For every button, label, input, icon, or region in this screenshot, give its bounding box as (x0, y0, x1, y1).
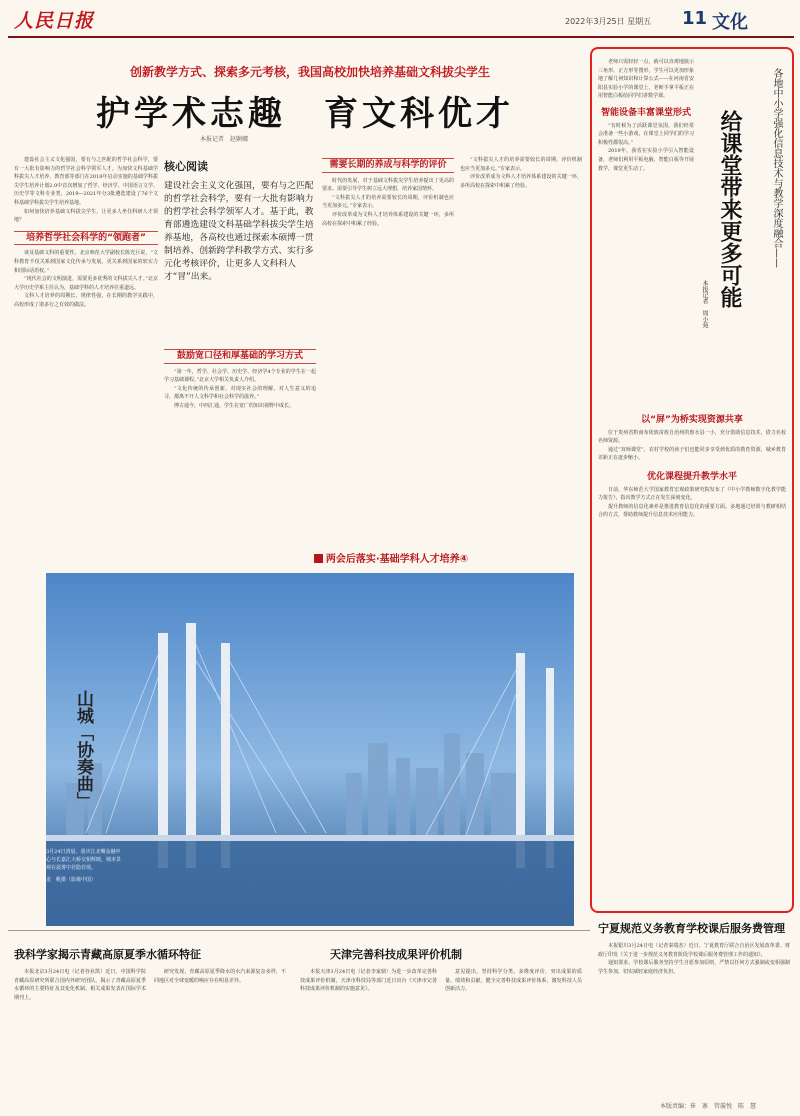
sidebar-paragraph: 2019年，我省在实验小学引入智能设备，老师们利用平板电脑、智能白板等开展教学，课堂更生动了。 (598, 148, 694, 172)
bottom-paragraph: 通知要求，学校课后服务坚持学生自愿参加原则，严禁以任何方式强制或变相强制学生参加，切实减轻家庭经济负担。 (598, 960, 790, 975)
body-paragraph: “文科拔尖人才的培养需要较长的周期，评价机制也应当更加多元。”专家表示。 (322, 194, 454, 210)
bottom-headline-2: 天津完善科技成果评价机制 (330, 948, 462, 961)
article-column-4 (460, 156, 582, 544)
sidebar-paragraph: 位于贵州省黔南布依族苗族自治州的惠水县一小，充分借助信息技术，借力名校名师资源。 (598, 429, 786, 445)
page-footer: 本版责编：崔 寨 管璇悦 陈 慧 (660, 1103, 757, 1110)
sidebar-intro: 老师只需轻轻一点，就可以直观地演示三角形、正方形等图形，学生可以更加形象地了解几何知识和计算公式——在河南省安阳县实验小学的课堂上，老师手拿平板正在用智能白板给同学们讲数学课。 (598, 59, 694, 100)
body-paragraph: 评价改革成为文科人才培养体系建设的关键一环，多所高校在探索中积累了经验。 (460, 174, 582, 189)
sidebar-column-1 (598, 58, 694, 406)
core-reading-box (164, 158, 322, 338)
sidebar-byline: 本报记者 周小苑 (701, 280, 708, 328)
bottom-paragraph: 本报天津3月24日电（记者李家鼎）为进一步改革完善科技成果评价机制，天津市科技局等部门近日出台《天津市完善科技成果评价机制的实施意见》。 (300, 969, 437, 993)
sidebar-column-2 (598, 412, 786, 902)
bottom-paragraph: 研究发现，青藏高原夏季降水的水汽来源复杂多样，不同地区对全球变暖的响应存在明显差异。 (154, 969, 286, 984)
section-heading: 鼓励宽口径和厚基础的学习方式 (164, 349, 316, 364)
main-byline: 本报记者 赵婀娜 (200, 136, 249, 143)
banner-mark-icon (314, 554, 323, 563)
sidebar-section-heading: 智能设备丰富课堂形式 (600, 107, 691, 118)
sidebar-subhead: 各地中小学强化信息技术与教学深度融合—— (771, 68, 782, 268)
main-headline: 护学术志趣 育文科优才 (96, 94, 514, 134)
sidebar-paragraph: 提升教师的信息化素养是推进教育信息化的重要方面。多地通过培训与教研相结合的方式，帮助教师提升信息技术应用能力。 (598, 503, 786, 519)
section-name: 文化 (712, 12, 748, 33)
issue-date: 2022年3月25日 星期五 (565, 17, 652, 26)
body-paragraph: 文科人才培养的周期长、规律性强，在长期的教学实践中，高校形成了诸多行之有效的做法。 (14, 293, 158, 308)
main-kicker: 创新教学方式、探索多元考核，我国高校加快培养基础文科拔尖学生 (129, 65, 490, 79)
sidebar-section-heading: 以“屏”为桥实现资源共享 (641, 415, 743, 425)
section-heading: 培养哲学社会科学的“领跑者” (14, 231, 158, 246)
article-column-1 (14, 156, 158, 544)
sidebar-paragraph: “有时候为了活跃课堂氛围，我们经常会准备一些小游戏，在课堂上同学们的学习积极性都很高。” (598, 122, 694, 146)
series-banner (242, 552, 540, 568)
masthead-rule (8, 36, 794, 38)
series-banner-text: 两会后落实·基础学科人才培养④ (325, 554, 469, 565)
body-paragraph: 谈及基础文科的重要性，北京师范大学副校长陈光巨说，“文科教育不仅关系到国家文化传承与发展，更关系到国家的软实力和国际话语权。” (14, 250, 158, 274)
article-column-3 (322, 156, 454, 544)
bottom-article-2 (300, 968, 582, 1096)
bottom-paragraph: 本报北京3月24日电（记者谷业凯）近日，中国科学院青藏高原研究所联合国内外研究团队，揭示了青藏高原夏季水循环的主要特征及其变化机制。相关成果发表在国际学术期刊上。 (14, 969, 146, 1001)
body-paragraph: 时代的发展，对于基础文科拔尖学生培养提出了更高的要求。需要引导学生树立远大理想，培养家国情怀。 (322, 177, 454, 193)
page-number: 11 (682, 8, 708, 29)
sidebar-paragraph: 通过“双师课堂”，农村学校的孩子们也能同步享受到优质的教育资源，城乡教育差距正在逐步缩小。 (598, 446, 786, 462)
sidebar-header (744, 68, 784, 268)
section-heading: 需要长期的养成与科学的评价 (322, 158, 454, 173)
photo-caption-text: 3月24日清晨，重庆江北嘴金融中心与长嘉汇大桥交相辉映，城市景观在晨雾中若隐若现。 (46, 849, 122, 871)
photo-caption (46, 848, 122, 884)
bottom-paragraph: 意见提出，坚持科学分类、多维度评价，突出成果的质量、绩效和贡献，健全完善科技成果评价体系，激发科技人员创新活力。 (445, 969, 582, 993)
lead-paragraph: 建设社会主义文化强国，要有与之匹配的哲学社会科学，要有一大批有影响力的哲学社会科学领军人才。为加快文科基础学科拔尖人才培养，教育部等部门在2018年启动实施的基础学科拔尖学生培养计划2.0中首次增加了哲学、经济学、中国语言文学、历史学等文科专业类。2019—2021年分3批遴选建设了76个文科基础学科拔尖学生培养基地。 (14, 157, 158, 206)
bridge-skyline-image (46, 573, 574, 926)
body-paragraph: “现代社会的文明演进，需要更多优秀的文科拔尖人才。”北京大学历史学系主任认为，基础学科的人才培养任重道远。 (14, 276, 158, 291)
bottom-article-1 (14, 968, 286, 1096)
photo-title: 山城「协奏曲」 (73, 690, 93, 809)
photo-credit: 龙 帆摄（影像中国） (46, 877, 97, 883)
body-paragraph: “文化传统的传承创新，对现实社会的理解，对人生意义的追寻，都离不开人文科学和社会科学的滋养。” (164, 385, 316, 401)
lead-paragraph: 如何加快培养基础文科拔尖学生，让更多人坐住科研人才领地？ (14, 208, 158, 224)
bottom-headline-3: 宁夏规范义务教育学校课后服务费管理 (598, 922, 785, 935)
body-paragraph: “第一年，哲学、社会学、历史学、经济学4个专业的学生在一起学习基础课程。”北京大学相关负责人介绍。 (164, 368, 316, 384)
bottom-paragraph: 本报银川3月24日电（记者秦瑞杰）近日，宁夏教育厅联合自治区发展改革委、财政厅印发《关于进一步规范义务教育阶段学校课后服务费管理工作的通知》。 (598, 943, 790, 958)
core-reading-title: 核心阅读 (164, 160, 208, 173)
bottom-article-3 (598, 942, 790, 1096)
bottom-headline-1: 我科学家揭示青藏高原夏季水循环特征 (14, 948, 201, 961)
bottom-divider (8, 930, 590, 931)
city-photo (46, 573, 574, 926)
article-column-2 (164, 345, 316, 545)
body-paragraph: 博古通今，中西汇通，学生在宽广的知识视野中成长。 (174, 402, 295, 409)
sidebar-section-heading: 优化课程提升教学水平 (646, 471, 737, 482)
newspaper-logo: 人民日报 (14, 10, 95, 32)
core-reading-text: 建设社会主义文化强国，要有与之匹配的哲学社会科学，要有一大批有影响力的哲学社会科学领军人才。基于此，教育部遴选建设文科基础学科拔尖学生培养基地，各高校也通过探索本硕博一贯制培养、创新跨学科教学方式、实行多元化考核评价，让更多人文科科人才“冒”出来。 (164, 181, 314, 282)
body-paragraph: “文科拔尖人才的培养需要较长的周期，评价机制也应当更加多元。”专家表示。 (460, 157, 582, 172)
sidebar-headline: 给课堂带来更多可能 (717, 110, 742, 308)
body-paragraph: 评价改革成为文科人才培养体系建设的关键一环，多所高校在探索中积累了经验。 (322, 211, 454, 227)
sidebar-paragraph: 日前，华东师范大学国家教育宏观政策研究院发布了《中小学教师数字化教学能力报告》，指出教学方式正在发生深刻变化。 (598, 486, 786, 502)
